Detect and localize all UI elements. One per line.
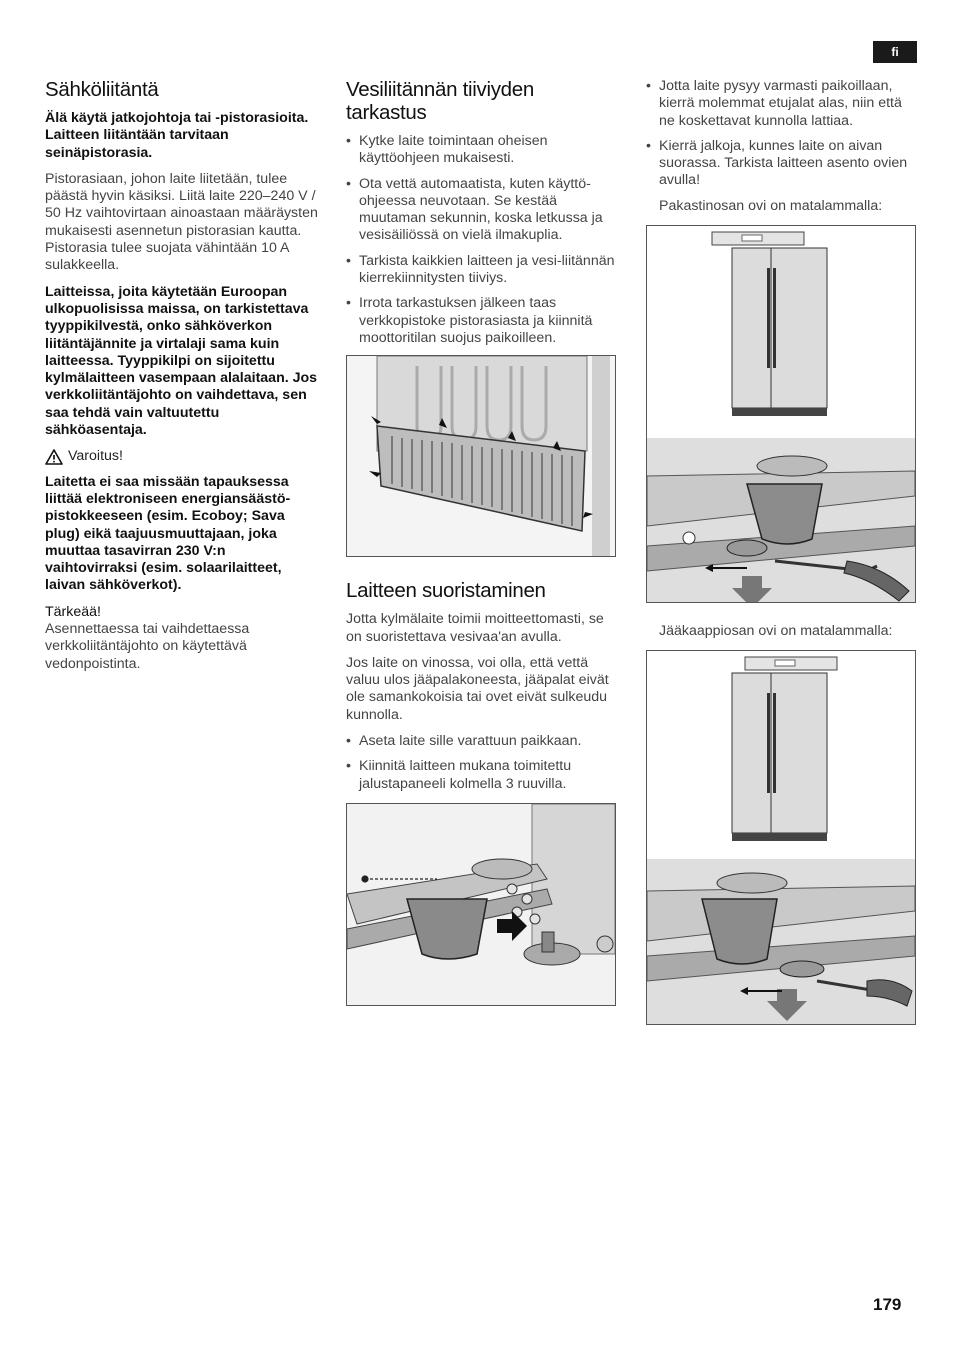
warning-triangle-icon [45,449,63,465]
paragraph-extension-cords: Älä käytä jatkojohtoja tai -pistorasioita. Laitteen liitäntään tarvitaan seinäpistorasia. [45,110,309,161]
list-item: • Jotta laite pysyy varmasti paikoillaan, kierrä molemmat etujalat alas, niin että ne koskettavat kunnolla lattiaa. [646,78,916,130]
heading-electrical: Sähköliitäntä [45,78,159,101]
paragraph-level-problems: Jos laite on vinossa, voi olla, että vettä valuu ulos jääpalakoneesta, jääpalat eivät ole samankokoisia tai ovet eivät sulkeudu kunnolla. [346,654,609,723]
paragraph-warning: Laitetta ei saa missään tapauksessa liittää elektroniseen energiansäästö-pistokkeeseen (esim. Ecoboy; Sava plug) eikä taajuusmuuttajaan, joka muuttaa tasavirran 230 V:n vaihtovirraksi (esim. solaarilaitteet, laivan sähköverkot). [45,473,291,594]
column-electrical [45,78,320,682]
list-feet [646,78,916,190]
language-tab: fi [873,41,917,63]
paragraph-level-required: Jotta kylmälaite toimii moitteettomasti, se on suoristettava vesivaa'an avulla. [346,611,604,645]
list-item: • Ota vettä automaatista, kuten käyttö-ohjeessa neuvotaan. Se kestää muutaman sekunnin, koska letkussa ja vesisäiliössä on vielä ilmakuplia. [346,176,618,245]
list-water-check [346,133,618,347]
figure-fridge-door-lower [646,650,916,1025]
warning-heading [45,448,320,465]
paragraph-outside-europe: Laitteissa, joita käytetään Euroopan ulkopuolisissa maissa, on tarkistettava tyyppikilvestä, onko sähköverkon liitäntäjännite ja virtalaji sama kuin laitteessa. Tyyppikilpi on sijoitettu kylmälaitteen vasempaan alalaitaan. Jos verkkoliitäntäjohto on vaihdettava, sen saa tehdä vain valtuutettu sähköasentaja. [45,283,318,439]
important-label: Tärkeää! [45,603,101,620]
list-item: • Tarkista kaikkien laitteen ja vesi-liitännän kierrekiinnitysten tiiviys. [346,253,618,288]
list-item: • Kytke laite toimintaan oheisen käyttöohjeen mukaisesti. [346,133,618,168]
list-item: • Kierrä jalkoja, kunnes laite on aivan suorassa. Tarkista laitteen asento ovien avulla! [646,138,916,190]
list-item: • Kiinnitä laitteen mukana toimitettu jalustapaneeli kolmella 3 ruuvilla. [346,758,618,793]
heading-leveling: Laitteen suoristaminen [346,579,546,603]
paragraph-socket: Pistorasiaan, johon laite liitetään, tulee päästä hyvin käsiksi. Liitä laite 220–240 V / 50 Hz vaihtovirtaan ainoastaan määräysten mukaisesti asennetun pistorasian kautta. Pistorasia tulee suojata vähintään 10 A sulakkeella. [45,170,318,274]
column-feet-adjust [646,78,916,1025]
caption-freezer-lower: Pakastinosan ovi on matalammalla: [659,197,883,214]
page-number: 179 [873,1295,902,1314]
paragraph-strain-relief: Asennettaessa tai vaihdettaessa verkkoliitäntäjohto on käytettävä vedonpoistinta. [45,621,250,672]
list-item: • Irrota tarkastuksen jälkeen taas verkkopistoke pistorasiasta ja kiinnitä moottoritilan suojus paikoilleen. [346,295,618,347]
column-water-level [346,78,618,1006]
list-leveling [346,733,618,793]
heading-water-check: Vesiliitännän tiiviyden tarkastus [346,78,534,124]
figure-freezer-door-lower [646,225,916,603]
warning-label: Varoitus! [68,448,123,465]
figure-base-panel-screws [346,803,616,1006]
caption-fridge-lower: Jääkaappiosan ovi on matalammalla: [659,623,893,640]
list-item: • Aseta laite sille varattuun paikkaan. [346,733,618,750]
figure-grille-panel [346,355,616,557]
